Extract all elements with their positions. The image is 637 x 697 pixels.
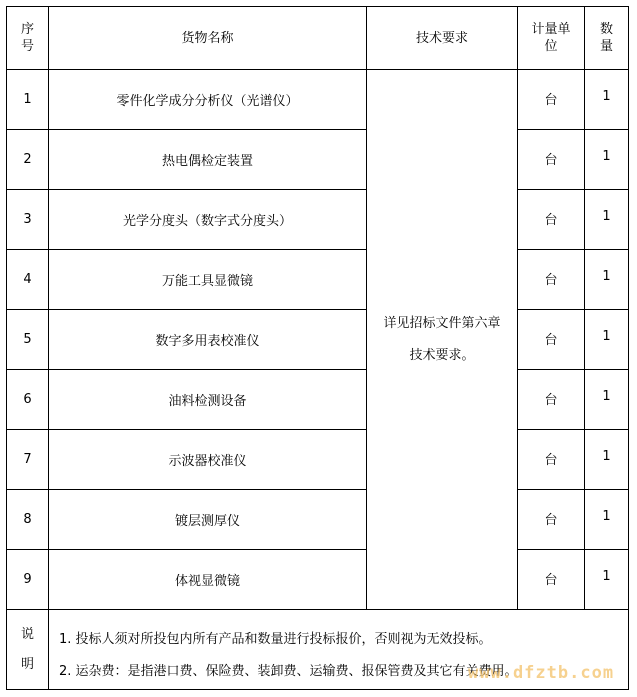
row-qty: 1 (585, 70, 629, 130)
header-row (7, 7, 629, 70)
row-seq: 4 (7, 250, 49, 310)
row-qty: 1 (585, 190, 629, 250)
row-name: 数字多用表校准仪 (49, 310, 367, 370)
row-name: 示波器校准仪 (49, 430, 367, 490)
row-unit: 台 (518, 370, 585, 430)
note-item: 2. 运杂费：是指港口费、保险费、装卸费、运输费、报保管费及其它有关费用。 (59, 664, 518, 679)
procurement-table (6, 6, 629, 690)
row-seq: 5 (7, 310, 49, 370)
row-unit: 台 (518, 130, 585, 190)
row-unit: 台 (518, 550, 585, 610)
table-row (7, 490, 629, 550)
row-unit: 台 (518, 70, 585, 130)
row-qty: 1 (585, 310, 629, 370)
table-row (7, 250, 629, 310)
header-tech: 技术要求 (367, 7, 518, 70)
watermark: www.dfztb.com (468, 663, 615, 683)
row-name: 油料检测设备 (49, 370, 367, 430)
table-row (7, 310, 629, 370)
row-seq: 7 (7, 430, 49, 490)
note-label: 说 明 (7, 610, 49, 690)
row-seq: 8 (7, 490, 49, 550)
table-row (7, 190, 629, 250)
row-seq: 2 (7, 130, 49, 190)
row-unit: 台 (518, 250, 585, 310)
row-unit: 台 (518, 490, 585, 550)
row-name: 万能工具显微镜 (49, 250, 367, 310)
row-qty: 1 (585, 130, 629, 190)
row-name: 体视显微镜 (49, 550, 367, 610)
header-unit: 计量单 位 (518, 7, 585, 70)
tech-requirement: 详见招标文件第六章 技术要求。 (367, 70, 518, 610)
row-unit: 台 (518, 310, 585, 370)
row-seq: 9 (7, 550, 49, 610)
note-item: 1. 投标人须对所投包内所有产品和数量进行投标报价，否则视为无效投标。 (59, 632, 492, 647)
row-qty: 1 (585, 490, 629, 550)
row-unit: 台 (518, 430, 585, 490)
row-seq: 1 (7, 70, 49, 130)
header-qty: 数 量 (585, 7, 629, 70)
row-name: 热电偶检定装置 (49, 130, 367, 190)
table-row (7, 370, 629, 430)
row-qty: 1 (585, 250, 629, 310)
row-name: 镀层测厚仪 (49, 490, 367, 550)
header-name: 货物名称 (49, 7, 367, 70)
row-seq: 6 (7, 370, 49, 430)
row-name: 零件化学成分分析仪（光谱仪） (49, 70, 367, 130)
table-row (7, 550, 629, 610)
row-qty: 1 (585, 370, 629, 430)
row-qty: 1 (585, 550, 629, 610)
table-row (7, 430, 629, 490)
header-seq: 序 号 (7, 7, 49, 70)
row-name: 光学分度头（数字式分度头） (49, 190, 367, 250)
table-row (7, 130, 629, 190)
row-qty: 1 (585, 430, 629, 490)
row-seq: 3 (7, 190, 49, 250)
row-unit: 台 (518, 190, 585, 250)
table-row (7, 70, 629, 130)
